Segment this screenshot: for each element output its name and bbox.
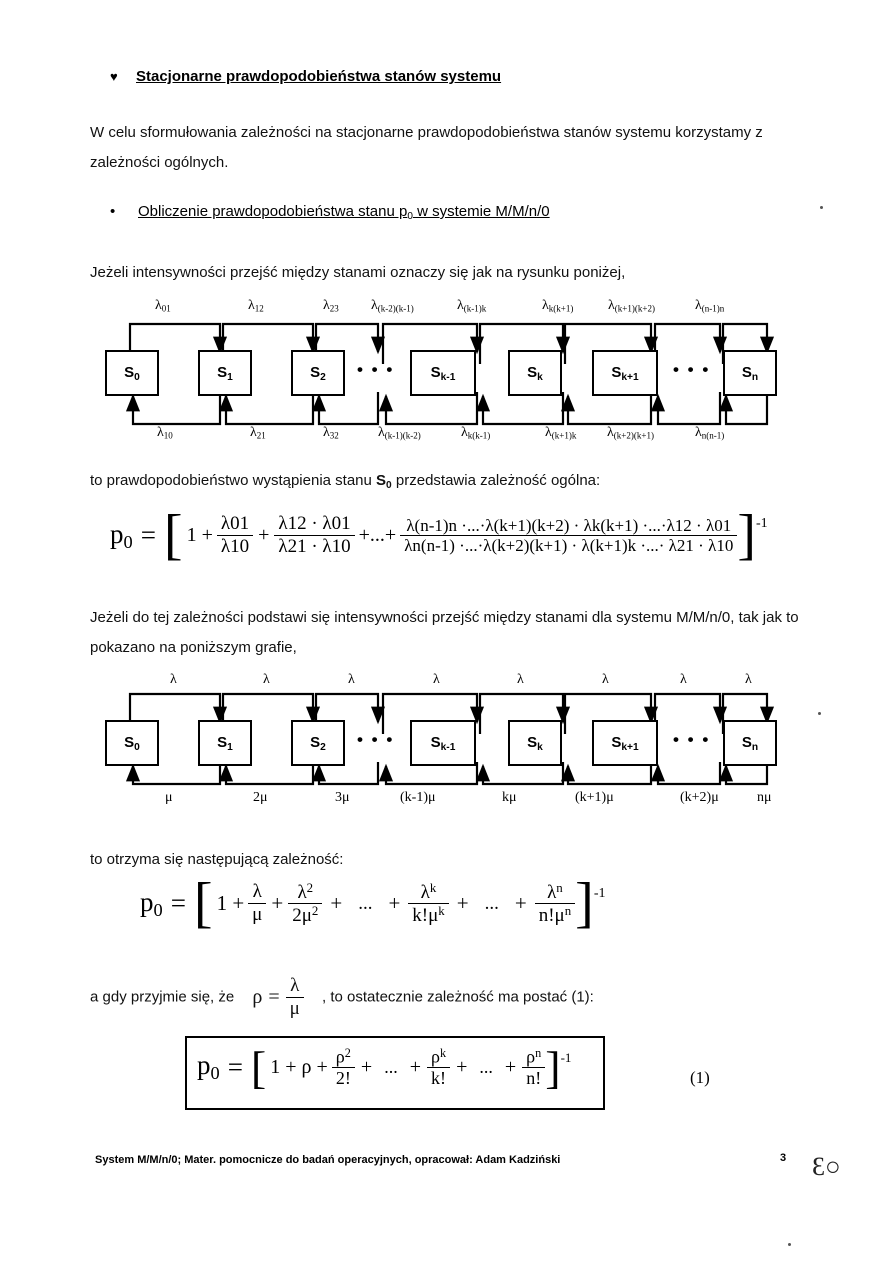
rate-label-bottom: nμ [757, 790, 772, 805]
paragraph-3-after: przedstawia zależność ogólna: [391, 472, 601, 489]
rate-label-top: λ [680, 672, 687, 687]
ellipsis: • • • [357, 360, 395, 379]
scan-speck [820, 206, 823, 209]
transition-label-bottom: $\lambda_{21}$ [250, 425, 266, 441]
transition-label-top: $\lambda_{(k+1)(k+2)}$ [608, 298, 655, 314]
transition-label-top: $\lambda_{(k-2)(k-1)}$ [371, 298, 414, 314]
rate-label-top: λ [170, 672, 177, 687]
rate-label-bottom: (k+2)μ [680, 790, 719, 805]
formula-1-term-2: $\frac{\lambda 12 \cdot \lambda 01}{\lambda 21 \cdot \lambda 10}$ [274, 513, 354, 558]
rate-label-top: λ [517, 672, 524, 687]
section-heading-text: Stacjonarne prawdopodobieństwa stanów systemu [136, 68, 502, 85]
formula-1-plus-1: + [258, 524, 270, 547]
paragraph-3 [90, 466, 830, 501]
ellipsis: • • • [673, 730, 711, 749]
rate-label-bottom: (k-1)μ [400, 790, 436, 805]
formula-2-term-1: $\frac{\lambda}{\mu}$ [248, 881, 266, 926]
sub-heading-text-after: w systemie M/M/n/0 [412, 203, 550, 220]
formula-3-one: 1 + ρ + [270, 1055, 328, 1078]
transition-label-top: $\lambda_{12}$ [248, 298, 264, 314]
rate-label-top: λ [602, 672, 609, 687]
paragraph-1: W celu sformułowania zależności na stacjonarne prawdopodobieństwa stanów systemu korzystamy z zależności ogólnych. [90, 124, 763, 171]
rate-label-bottom: (k+1)μ [575, 790, 614, 805]
transition-label-bottom: $\lambda_{k(k-1)}$ [461, 425, 491, 441]
state-box: $S_2$ [291, 720, 345, 766]
formula-3-equals: = [227, 1051, 243, 1082]
rho-equals: = [268, 986, 280, 1009]
transition-label-bottom: $\lambda_{10}$ [157, 425, 173, 441]
transition-label-top: $\lambda_{(k-1)k}$ [457, 298, 487, 314]
state-box: $S_k$ [508, 720, 562, 766]
formula-3-term-n: $\frac{\rho^n}{n!}$ [522, 1046, 545, 1089]
formula-2-ellipsis: ... [484, 892, 499, 914]
formula-2-term-k: $\frac{\lambda^k}{k!\mu^k}$ [408, 881, 448, 927]
dot-bullet-icon: • [110, 203, 116, 220]
state-box: $S_0$ [105, 350, 159, 396]
paragraph-5: to otrzyma się następującą zależność: [90, 851, 344, 868]
formula-2-exponent: -1 [593, 886, 606, 901]
formula-2-equals: = [170, 888, 186, 919]
paragraph-6 [90, 975, 830, 1020]
equation-number: (1) [690, 1068, 710, 1087]
formula-p0-rho [185, 1040, 583, 1095]
paragraph-2: Jeżeli intensywności przejść między stanami oznaczy się jak na rysunku poniżej, [90, 264, 626, 281]
formula-2-term-2: $\frac{\lambda^2}{2\mu^2}$ [288, 881, 322, 927]
page-number: 3 [780, 1152, 787, 1164]
formula-3-ellipsis: ... [384, 1056, 398, 1077]
sub-heading-subscript: 0 [407, 210, 413, 222]
plus-sign: + [388, 891, 401, 916]
paragraph-6-before: a gdy przyjmie się, że [90, 988, 235, 1006]
formula-rho [252, 975, 303, 1020]
formula-1-one: 1 + [186, 524, 213, 547]
paragraph-3-bold: $S_0$ [376, 472, 392, 491]
handwritten-mark: Ɛ○ [812, 1152, 841, 1181]
state-box: $S_{k+1}$ [592, 350, 658, 396]
transition-label-bottom: $\lambda_{(k-1)(k-2)}$ [378, 425, 421, 441]
state-diagram-mmn0 [95, 672, 795, 817]
state-box: $S_{k-1}$ [410, 720, 476, 766]
sub-heading-text-before: Obliczenie prawdopodobieństwa stanu p [138, 203, 408, 220]
plus-sign: + [456, 1055, 468, 1078]
formula-3-term-k: $\frac{\rho^k}{k!}$ [427, 1046, 450, 1089]
paragraph-3-before: to prawdopodobieństwo wystąpienia stanu [90, 472, 377, 489]
rate-label-top: λ [263, 672, 270, 687]
rho-lhs: ρ [252, 986, 263, 1009]
scan-speck [788, 1243, 791, 1246]
plus-sign: + [271, 891, 284, 916]
transition-label-bottom: $\lambda_{n(n-1)}$ [695, 425, 725, 441]
transition-label-top: $\lambda_{(n-1)n}$ [695, 298, 725, 314]
section-heading [110, 68, 810, 85]
rate-label-bottom: μ [165, 790, 173, 805]
formula-1-plus-2: +...+ [358, 524, 397, 547]
state-box: $S_{k+1}$ [592, 720, 658, 766]
state-box: $S_1$ [198, 720, 252, 766]
sub-heading [110, 203, 810, 222]
plus-sign: + [330, 891, 343, 916]
formula-p0-general [110, 504, 768, 566]
bracket-right: ] [737, 504, 756, 566]
formula-2-one: 1 + [216, 891, 245, 916]
state-box: $S_2$ [291, 350, 345, 396]
state-box: $S_n$ [723, 720, 777, 766]
bracket-right: ] [545, 1041, 561, 1093]
bracket-left: [ [250, 1041, 267, 1093]
paragraph-6-after: , to ostatecznie zależność ma postać (1): [322, 988, 594, 1006]
bracket-left: [ [163, 504, 183, 566]
ellipsis: • • • [673, 360, 711, 379]
rate-label-top: λ [348, 672, 355, 687]
transition-label-top: $\lambda_{23}$ [323, 298, 339, 314]
rate-label-bottom: 2μ [253, 790, 268, 805]
formula-2-term-n: $\frac{\lambda^n}{n!\mu^n}$ [535, 881, 575, 927]
transition-label-top: $\lambda_{01}$ [155, 298, 171, 314]
formula-3-lhs: $p_0$ [197, 1050, 220, 1084]
formula-3-exponent: -1 [560, 1050, 572, 1065]
transition-label-bottom: $\lambda_{32}$ [323, 425, 339, 441]
rho-fraction: $\frac{\lambda}{\mu}$ [286, 975, 304, 1020]
heart-bullet-icon: ♥ [110, 69, 118, 84]
state-box: $S_{k-1}$ [410, 350, 476, 396]
formula-1-lhs: $p_0$ [110, 518, 133, 552]
rate-label-bottom: kμ [502, 790, 517, 805]
transition-label-bottom: $\lambda_{(k+2)(k+1)}$ [607, 425, 654, 441]
formula-2-ellipsis: ... [358, 892, 373, 914]
formula-1-exponent: -1 [756, 516, 768, 531]
state-box: $S_k$ [508, 350, 562, 396]
paragraph-4: Jeżeli do tej zależności podstawi się intensywności przejść między stanami dla systemu M/M/n/0, tak jak to pokazano na poniższym grafie, [90, 609, 799, 656]
formula-1-term-1: $\frac{\lambda 01}{\lambda 10}$ [217, 513, 253, 558]
rate-label-top: λ [745, 672, 752, 687]
bracket-left: [ [193, 872, 213, 934]
state-diagram-general [95, 292, 795, 447]
bracket-right: ] [575, 872, 594, 934]
plus-sign: + [360, 1055, 373, 1078]
formula-1-term-3: $\frac{\lambda(n-1)n \cdot...\cdot\lambda(k+1)(k+2) \cdot \lambda k(k+1) \cdot...\cdot\lambda 12 \cdot \lambda 01}{\lambda n(n-1) \cdot...\cdot\lambda(k+2)(k+1) \cdot \lambda(k+1)k \cdot...\cdot \lambda 21 \cdot \lambda 10}$ [400, 516, 737, 556]
formula-p0-lambda-mu [140, 872, 606, 934]
scan-speck [818, 712, 821, 715]
footer-text: System M/M/n/0; Mater. pomocnicze do badań operacyjnych, opracował: Adam Kadziński [95, 1154, 561, 1166]
plus-sign: + [514, 891, 527, 916]
rate-label-bottom: 3μ [335, 790, 350, 805]
plus-sign: + [409, 1055, 421, 1078]
state-box: $S_1$ [198, 350, 252, 396]
transition-label-top: $\lambda_{k(k+1)}$ [542, 298, 574, 314]
plus-sign: + [456, 891, 469, 916]
plus-sign: + [504, 1055, 517, 1078]
rate-label-top: λ [433, 672, 440, 687]
state-box: $S_0$ [105, 720, 159, 766]
formula-3-ellipsis: ... [479, 1056, 493, 1077]
formula-3-term-2: $\frac{\rho^2}{2!}$ [332, 1046, 355, 1089]
formula-2-lhs: $p_0$ [140, 886, 163, 920]
formula-1-equals: = [140, 520, 156, 551]
transition-label-bottom: $\lambda_{(k+1)k}$ [545, 425, 577, 441]
state-box: $S_n$ [723, 350, 777, 396]
ellipsis: • • • [357, 730, 395, 749]
